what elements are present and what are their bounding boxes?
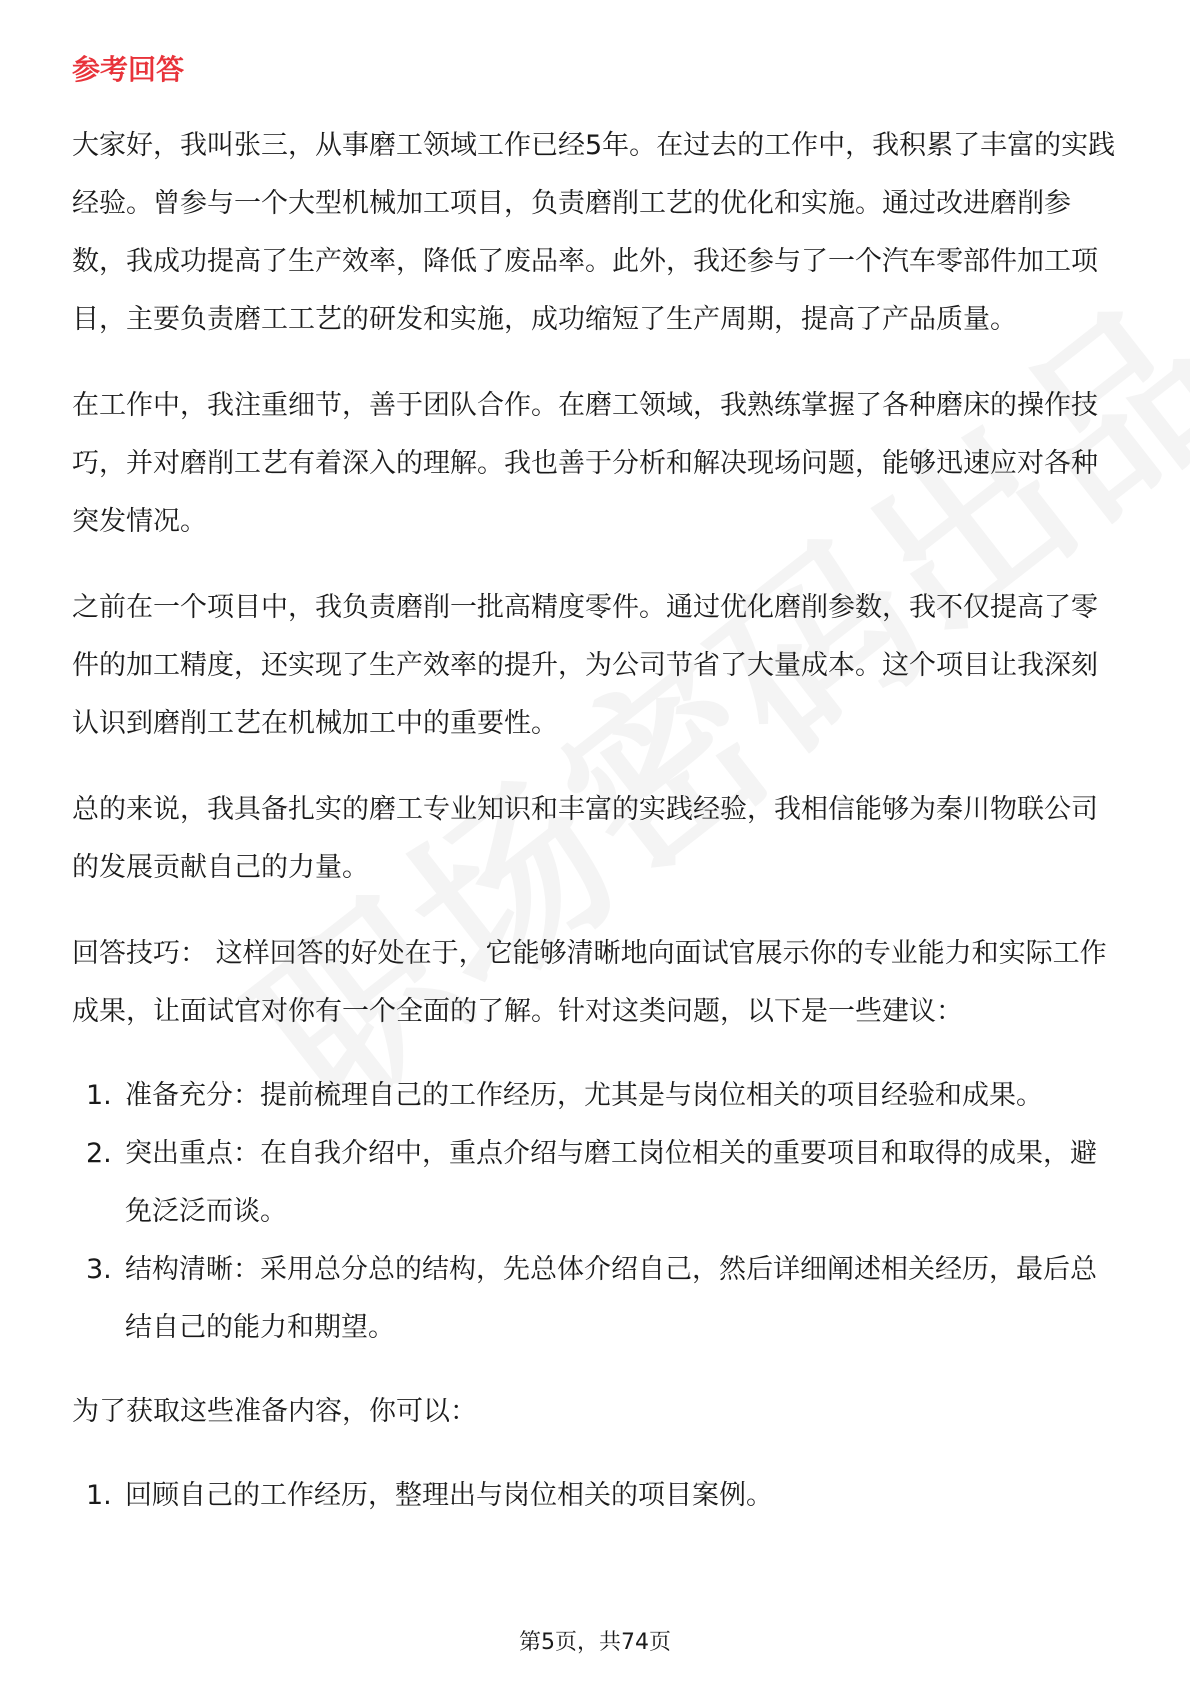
paragraph-tips-intro: 回答技巧： 这样回答的好处在于，它能够清晰地向面试官展示你的专业能力和实际工作成果，让面试官对你有一个全面的了解。针对这类问题，以下是一些建议：: [72, 938, 1107, 1027]
list-item: [72, 1241, 1122, 1357]
list-text: 准备充分：提前梳理自己的工作经历，尤其是与岗位相关的项目经验和成果。: [125, 1080, 1043, 1111]
page-number: 第5页，共74页: [519, 1630, 671, 1655]
answer-content: [72, 117, 1122, 1551]
paragraph-project: 之前在一个项目中，我负责磨削一批高精度零件。通过优化磨削参数，我不仅提高了零件的加工精度，还实现了生产效率的提升，为公司节省了大量成本。这个项目让我深刻认识到磨削工艺在机械加工中的重要性。: [72, 592, 1098, 739]
list-number: 1.: [86, 1080, 112, 1111]
tips-list: [72, 1067, 1122, 1357]
list-number: 2.: [86, 1138, 112, 1169]
paragraph-prep-intro: 为了获取这些准备内容，你可以：: [72, 1396, 477, 1427]
section-heading: 参考回答: [72, 53, 185, 86]
list-item: [72, 1125, 1122, 1241]
list-number: 1.: [86, 1480, 112, 1511]
list-text: 回顾自己的工作经历，整理出与岗位相关的项目案例。: [125, 1480, 773, 1511]
prep-list: [72, 1467, 1122, 1525]
list-text: 结构清晰：采用总分总的结构，先总体介绍自己，然后详细阐述相关经历，最后总结自己的能力和期望。: [125, 1254, 1097, 1343]
list-number: 3.: [86, 1254, 112, 1285]
list-item: [72, 1467, 1122, 1525]
paragraph-skills: 在工作中，我注重细节，善于团队合作。在磨工领域，我熟练掌握了各种磨床的操作技巧，并对磨削工艺有着深入的理解。我也善于分析和解决现场问题，能够迅速应对各种突发情况。: [72, 390, 1098, 537]
list-text: 突出重点：在自我介绍中，重点介绍与磨工岗位相关的重要项目和取得的成果，避免泛泛而谈。: [125, 1138, 1097, 1227]
paragraph-summary: 总的来说，我具备扎实的磨工专业知识和丰富的实践经验，我相信能够为秦川物联公司的发展贡献自己的力量。: [72, 794, 1098, 883]
paragraph-intro: 大家好，我叫张三，从事磨工领域工作已经5年。在过去的工作中，我积累了丰富的实践经验。曾参与一个大型机械加工项目，负责磨削工艺的优化和实施。通过改进磨削参数，我成功提高了生产效率，降低了废品率。此外，我还参与了一个汽车零部件加工项目，主要负责磨工工艺的研发和实施，成功缩短了生产周期，提高了产品质量。: [72, 130, 1116, 335]
list-item: [72, 1067, 1122, 1125]
